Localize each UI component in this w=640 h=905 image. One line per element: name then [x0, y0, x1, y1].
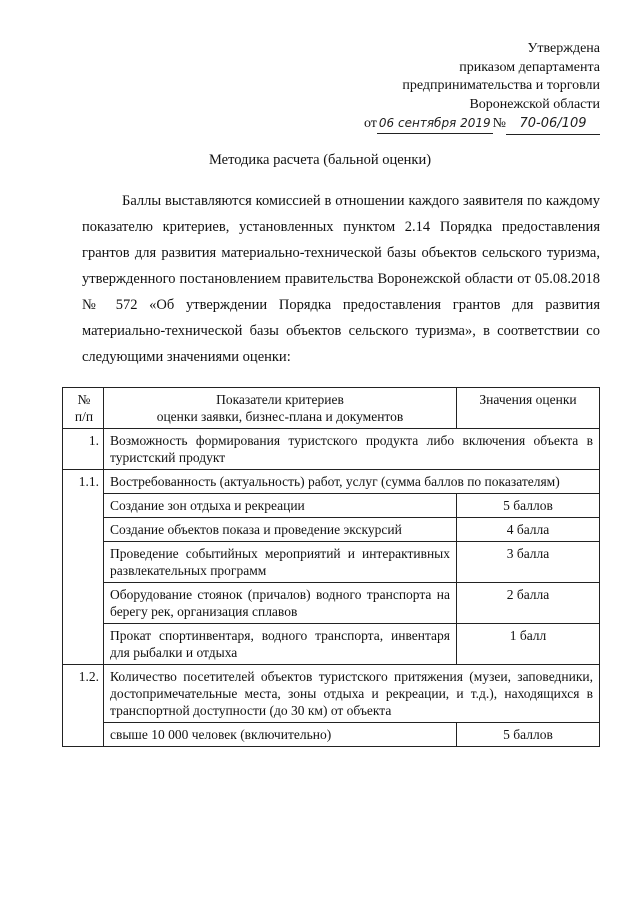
number-sign: №: [492, 116, 506, 131]
section-1-number: 1.: [63, 429, 104, 470]
intro-paragraph: Баллы выставляются комиссией в отношении каждого заявителя по каждому показателю критериев, установленных пунктом 2.14 Порядка предоставления грантов для развития материально-технической базы объектов сельского туризма, утвержденного постановлением правительства Воронежской области от 05.08.2018 № 572 «Об утверждении Порядка предоставления грантов для развития материально-технической базы объектов сельского туризма», в соответствии со следующими значениями оценки:: [82, 193, 600, 365]
section-1-1-text: Востребованность (актуальность) работ, услуг (сумма баллов по показателям): [104, 470, 600, 494]
approval-date-line: [300, 114, 600, 135]
criteria-item-text: свыше 10 000 человек (включительно): [104, 723, 457, 747]
header-number-pp: п/п: [74, 409, 94, 424]
approval-line-2: приказом департамента: [459, 59, 600, 75]
approval-from-prefix: от: [363, 116, 377, 131]
criteria-item-value: 4 балла: [457, 518, 600, 542]
criteria-item-text: Создание зон отдыха и рекреации: [104, 494, 457, 518]
table-row: [63, 723, 600, 747]
header-criteria-line-1: Показатели критериев: [216, 392, 344, 407]
section-1-2-row: [63, 665, 600, 723]
section-1-2-text: Количество посетителей объектов туристского притяжения (музеи, заповедники, достопримечательные места, зоны отдыха и рекреации, и т.д.), находящихся в транспортной доступности (до 30 км) от объекта: [104, 665, 600, 723]
criteria-item-value: 1 балл: [457, 624, 600, 665]
header-number-sign: №: [77, 392, 91, 407]
criteria-item-text: Проведение событийных мероприятий и интерактивных развлекательных программ: [104, 542, 457, 583]
approval-block: [300, 40, 600, 135]
section-1-1-number: 1.1.: [63, 470, 104, 665]
table-header-row: [63, 388, 600, 429]
header-criteria-cell: [104, 388, 457, 429]
table-row: [63, 518, 600, 542]
handwritten-order-number: 70-06/109: [506, 115, 600, 135]
document-title: Методика расчета (бальной оценки): [208, 152, 432, 168]
criteria-item-text: Прокат спортинвентаря, водного транспорта, инвентаря для рыбалки и отдыха: [104, 624, 457, 665]
header-value-cell: Значения оценки: [457, 388, 600, 429]
table-row: [63, 583, 600, 624]
approval-line-1: Утверждена: [527, 41, 600, 56]
header-number-cell: [63, 388, 104, 429]
section-1-text: Возможность формирования туристского продукта либо включения объекта в туристский продукт: [104, 429, 600, 470]
criteria-item-value: 3 балла: [457, 542, 600, 583]
table-row: [63, 542, 600, 583]
approval-line-4: Воронежской области: [469, 96, 600, 112]
criteria-item-value: 2 балла: [457, 583, 600, 624]
header-criteria-line-2: оценки заявки, бизнес-плана и документов: [156, 409, 404, 424]
handwritten-date: 06 сентября 2019: [377, 114, 493, 134]
criteria-item-text: Оборудование стоянок (причалов) водного транспорта на берегу рек, организация сплавов: [104, 583, 457, 624]
section-1-1-row: [63, 470, 600, 494]
section-1-2-number: 1.2.: [63, 665, 104, 747]
approval-line-3: предпринимательства и торговли: [402, 78, 600, 93]
table-row: [63, 624, 600, 665]
criteria-item-text: Создание объектов показа и проведение экскурсий: [104, 518, 457, 542]
criteria-table: [62, 387, 600, 747]
section-1-row: [63, 429, 600, 470]
table-row: [63, 494, 600, 518]
criteria-item-value: 5 баллов: [457, 494, 600, 518]
criteria-item-value: 5 баллов: [457, 723, 600, 747]
